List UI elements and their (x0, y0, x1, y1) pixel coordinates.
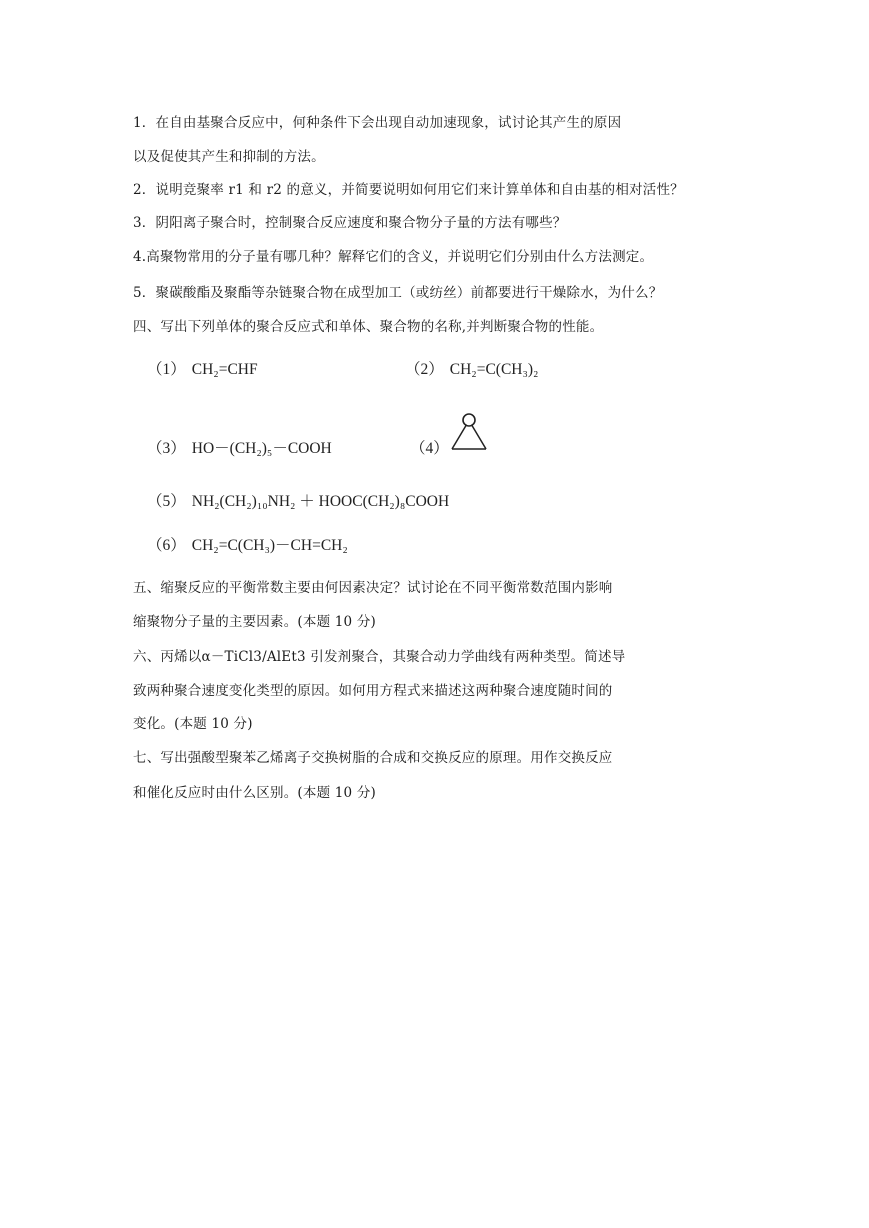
item-number: （2） (405, 361, 444, 378)
section-6-line-1: 六、丙烯以α－TiCl3/AlEt3 引发剂聚合，其聚合动力学曲线有两种类型。简述导 (133, 649, 626, 665)
formula-2: CH₂=C(CH₃)₂ (449, 361, 539, 378)
formula-1: CH₂=CHF (191, 361, 258, 378)
question-5: 5．聚碳酸酯及聚酯等杂链聚合物在成型加工（或纺丝）前都要进行干燥除水，为什么？ (133, 285, 663, 301)
oxygen-atom-ring (463, 414, 475, 426)
formula-5: NH₂(CH₂)₁₀NH₂ ＋ HOOC(CH₂)₈COOH (191, 493, 450, 510)
question-1-line-2: 以及促使其产生和抑制的方法。 (133, 149, 325, 165)
item-number: （3） (147, 440, 186, 457)
monomer-2 (405, 360, 538, 380)
bond-right (472, 426, 486, 450)
monomer-3 (147, 439, 332, 459)
item-number: （1） (147, 361, 186, 378)
section-5-line-1: 五、缩聚反应的平衡常数主要由何因素决定？试讨论在不同平衡常数范围内影响 (133, 580, 613, 596)
monomer-5 (147, 492, 449, 512)
question-2: 2．说明竞聚率 r1 和 r2 的意义，并简要说明如何用它们来计算单体和自由基的相对活性？ (133, 182, 684, 198)
question-3: 3．阴阳离子聚合时，控制聚合反应速度和聚合物分子量的方法有哪些？ (133, 215, 567, 231)
item-number: （4） (410, 440, 449, 457)
monomer-1 (147, 360, 258, 380)
item-number: （5） (147, 493, 186, 510)
bond-left (452, 426, 466, 450)
formula-6: CH₂=C(CH₃)－CH=CH₂ (191, 537, 348, 554)
section-4-heading: 四、写出下列单体的聚合反应式和单体、聚合物的名称,并判断聚合物的性能。 (133, 319, 604, 335)
section-5-line-2: 缩聚物分子量的主要因素。(本题 10 分) (133, 614, 376, 630)
section-6-line-2: 致两种聚合速度变化类型的原因。如何用方程式来描述这两种聚合速度随时间的 (133, 683, 613, 699)
monomer-6 (147, 536, 348, 556)
question-4: 4.高聚物常用的分子量有哪几种？解释它们的含义，并说明它们分别由什么方法测定。 (133, 249, 654, 265)
section-7-line-1: 七、写出强酸型聚苯乙烯离子交换树脂的合成和交换反应的原理。用作交换反应 (133, 750, 613, 766)
section-7-line-2: 和催化反应时由什么区别。(本题 10 分) (133, 785, 376, 801)
formula-3: HO－(CH₂)₅－COOH (191, 440, 332, 457)
epoxide-ring-structure (449, 411, 489, 453)
item-number: （6） (147, 537, 186, 554)
section-6-line-3: 变化。(本题 10 分) (133, 716, 253, 732)
question-1-line-1: 1．在自由基聚合反应中，何种条件下会出现自动加速现象，试讨论其产生的原因 (133, 115, 622, 131)
